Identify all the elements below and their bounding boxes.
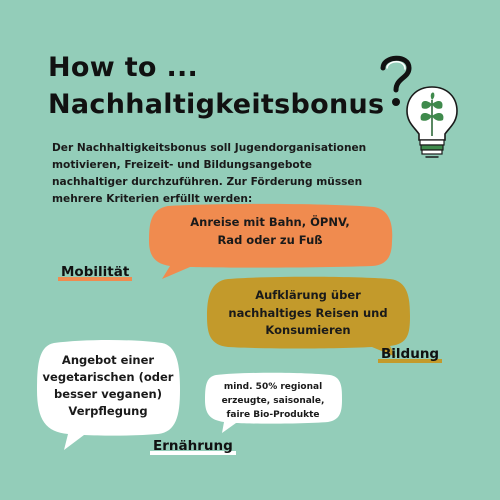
nutrition-main-line-3: besser veganen) bbox=[54, 387, 162, 401]
category-education-label: Bildung bbox=[381, 346, 440, 362]
title-line-2: Nachhaltigkeitsbonus bbox=[48, 89, 385, 120]
nutrition-main-bubble bbox=[34, 338, 182, 453]
education-bubble-line-1: Aufklärung über bbox=[255, 288, 361, 302]
education-bubble-line-3: Konsumieren bbox=[265, 323, 351, 337]
nutrition-extra-line-3: faire Bio-Produkte bbox=[226, 410, 320, 420]
nutrition-extra-line-2: erzeugte, saisonale, bbox=[221, 396, 325, 406]
education-bubble-line-2: nachhaltiges Reisen und bbox=[228, 305, 388, 320]
nutrition-main-line-4: Verpflegung bbox=[68, 404, 148, 418]
nutrition-main-line-2: vegetarischen (oder bbox=[42, 370, 174, 384]
category-nutrition-label: Ernährung bbox=[153, 438, 233, 454]
nutrition-extra-bubble bbox=[202, 372, 344, 434]
nutrition-extra-line-1: mind. 50% regional bbox=[223, 382, 323, 392]
mobility-bubble-line-2: Rad oder zu Fuß bbox=[217, 232, 323, 247]
category-nutrition bbox=[150, 438, 236, 454]
intro-text: Der Nachhaltigkeitsbonus soll Jugendorganisationen motivieren, Freizeit- und Bildungsangebote nachhaltiger durchzuführen. Zur Förderung müssen mehrere Kriterien erfüllt werden: bbox=[52, 142, 367, 205]
mobility-bubble-line-1: Anreise mit Bahn, ÖPNV, bbox=[190, 215, 350, 229]
category-mobility-label: Mobilität bbox=[61, 264, 130, 280]
mobility-bubble bbox=[146, 203, 394, 280]
lightbulb-plant-icon bbox=[404, 84, 460, 164]
category-mobility bbox=[58, 264, 132, 280]
nutrition-main-line-1: Angebot einer bbox=[61, 353, 155, 367]
category-education bbox=[378, 346, 442, 362]
title-line-1: How to ... bbox=[48, 52, 199, 83]
